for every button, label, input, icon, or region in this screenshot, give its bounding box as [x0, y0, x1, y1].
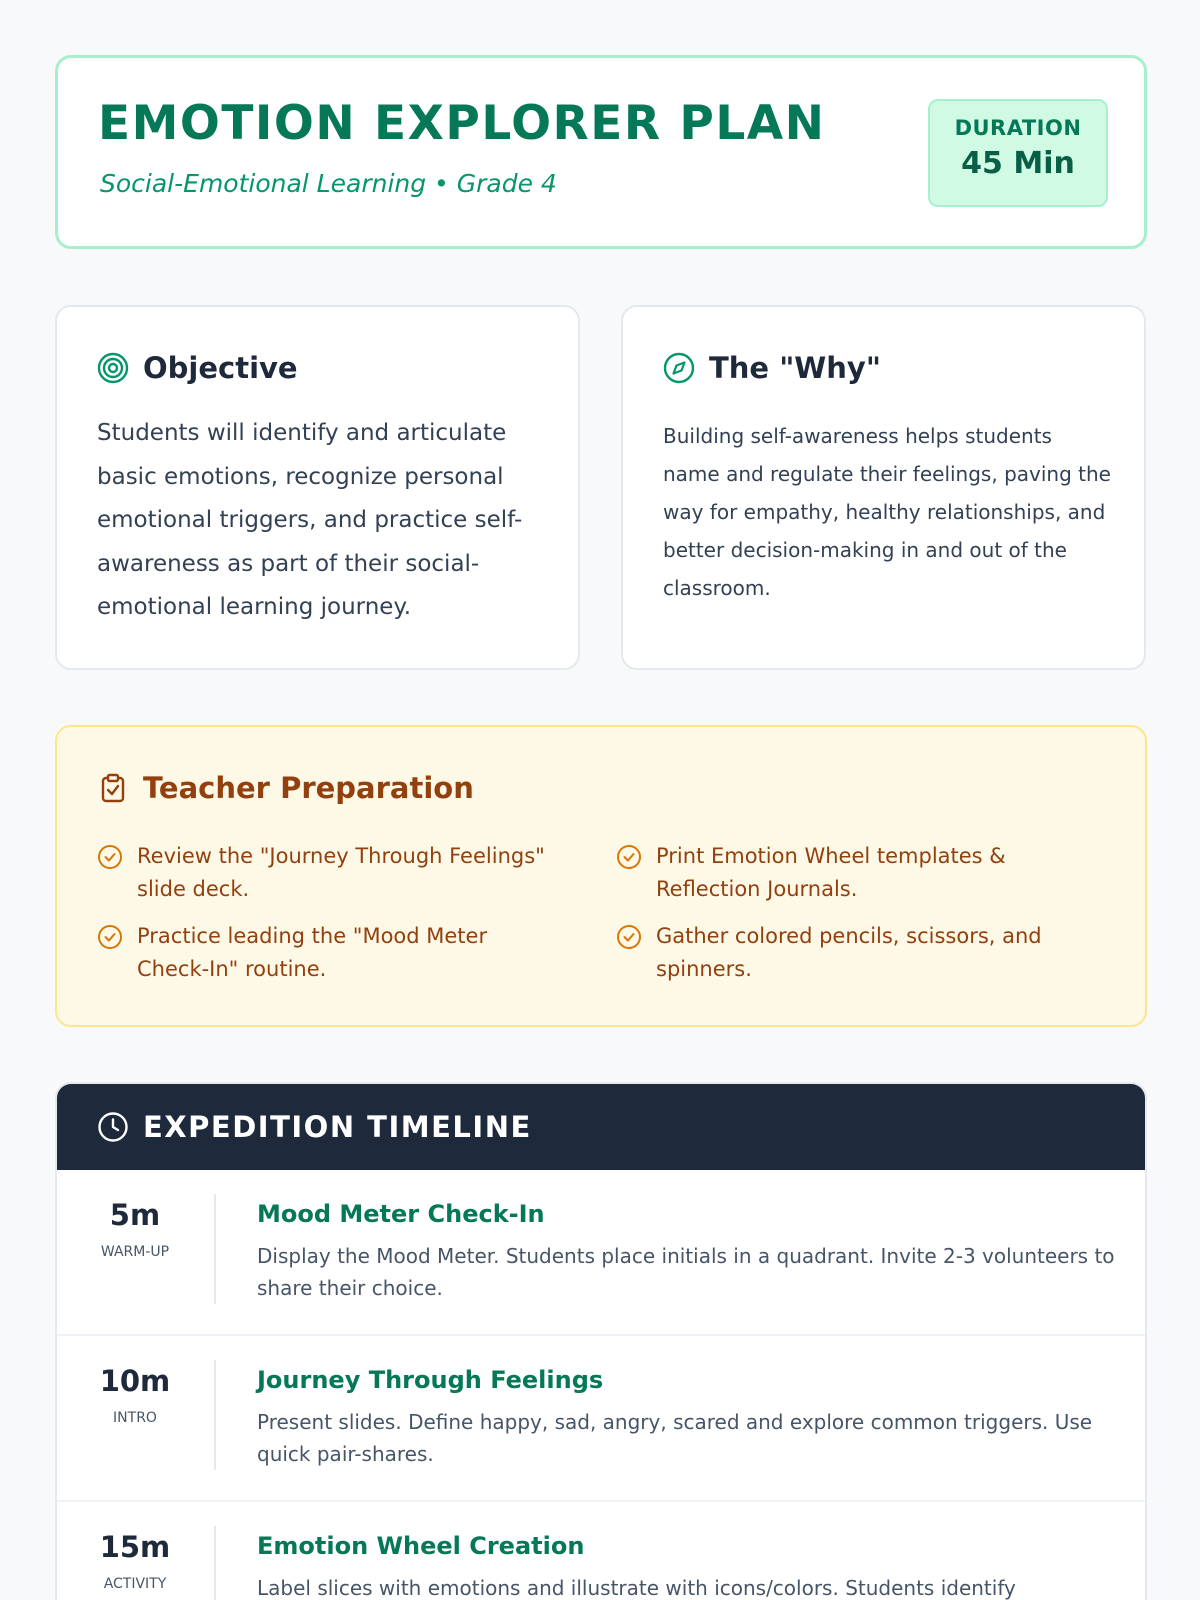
timeline-title: EXPEDITION TIMELINE	[143, 1110, 532, 1144]
header-card	[55, 55, 1147, 249]
timeline-phase: WARM-UP	[100, 1244, 170, 1260]
check-circle-icon	[97, 924, 123, 950]
prep-item	[97, 840, 557, 906]
timeline-step-title: Mood Meter Check-In	[257, 1200, 545, 1228]
timeline-step-desc: Display the Mood Meter. Students place initials in a quadrant. Invite 2-3 volunteers to share their choice.	[257, 1244, 1115, 1300]
timeline-row	[57, 1170, 1145, 1336]
timeline-step-title: Emotion Wheel Creation	[257, 1532, 585, 1560]
timeline-minutes: 15m	[99, 1530, 171, 1564]
timeline-header	[57, 1084, 1145, 1170]
timeline-time	[77, 1530, 193, 1592]
timeline-divider	[214, 1194, 216, 1304]
timeline-row	[57, 1502, 1145, 1600]
page-title: EMOTION EXPLORER PLAN	[98, 96, 826, 151]
why-title: The "Why"	[709, 351, 881, 385]
compass-icon	[663, 352, 695, 384]
expedition-timeline	[55, 1082, 1147, 1600]
teacher-prep-card	[55, 725, 1147, 1027]
why-card	[621, 305, 1146, 670]
timeline-phase: ACTIVITY	[103, 1576, 167, 1592]
objective-text: Students will identify and articulate basic emotions, recognize personal emotional triggers, and practice self-awareness as part of their social-emotional learning journey.	[97, 420, 523, 620]
timeline-step-desc: Label slices with emotions and illustrate with icons/colors. Students identify	[257, 1576, 1016, 1600]
timeline-time	[77, 1198, 193, 1260]
check-circle-icon	[616, 844, 642, 870]
prep-item	[616, 920, 1076, 986]
objective-title: Objective	[143, 351, 298, 385]
clipboard-check-icon	[97, 772, 129, 804]
prep-item	[97, 920, 557, 986]
timeline-body	[257, 1532, 1117, 1600]
prep-item	[616, 840, 1076, 906]
timeline-time	[77, 1364, 193, 1426]
timeline-divider	[214, 1526, 216, 1600]
check-circle-icon	[616, 924, 642, 950]
timeline-row	[57, 1336, 1145, 1502]
why-header	[663, 351, 881, 385]
timeline-step-desc: Present slides. Define happy, sad, angry, scared and explore common triggers. Use quick pair-shares.	[257, 1410, 1093, 1466]
prep-item-text: Print Emotion Wheel templates & Reflection Journals.	[656, 844, 1006, 901]
timeline-minutes: 10m	[99, 1364, 171, 1398]
prep-item-text: Practice leading the "Mood Meter Check-In" routine.	[137, 924, 488, 981]
page-subtitle: Social-Emotional Learning • Grade 4	[100, 169, 557, 198]
duration-label: DURATION	[954, 116, 1082, 140]
clock-icon	[97, 1111, 129, 1143]
prep-item-text: Gather colored pencils, scissors, and spinners.	[656, 924, 1042, 981]
why-text: Building self-awareness helps students name and regulate their feelings, paving the way for empathy, healthy relationships, and better decision-making in and out of the classroom.	[663, 424, 1111, 600]
timeline-divider	[214, 1360, 216, 1470]
prep-title: Teacher Preparation	[143, 771, 474, 805]
objective-header	[97, 351, 298, 385]
duration-badge	[928, 99, 1108, 207]
timeline-step-title: Journey Through Feelings	[257, 1366, 604, 1394]
prep-header	[97, 771, 474, 805]
target-icon	[97, 352, 129, 384]
duration-value: 45 Min	[961, 146, 1075, 181]
timeline-body	[257, 1366, 1117, 1470]
timeline-minutes: 5m	[109, 1198, 161, 1232]
objective-card	[55, 305, 580, 670]
check-circle-icon	[97, 844, 123, 870]
prep-item-text: Review the "Journey Through Feelings" slide deck.	[137, 844, 545, 901]
timeline-phase: INTRO	[113, 1410, 157, 1426]
timeline-body	[257, 1200, 1117, 1304]
